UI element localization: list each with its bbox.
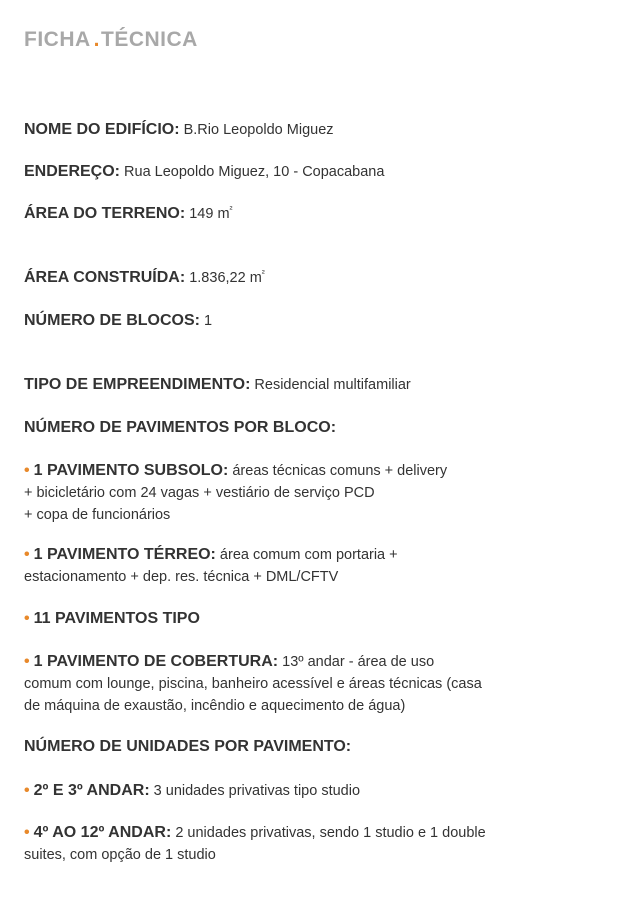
field-label: ENDEREÇO:	[24, 163, 121, 180]
bullet-icon: •	[24, 824, 30, 841]
field-value: 1	[204, 313, 213, 329]
field-area-construida	[24, 267, 584, 289]
item-text: + bicicletário com 24 vagas + vestiário de serviço PCD	[24, 485, 375, 501]
pavimento-item	[24, 544, 584, 588]
field-label: ÁREA DO TERRENO:	[24, 205, 186, 222]
item-text: + copa de funcionários	[24, 507, 171, 523]
unidade-item	[24, 780, 584, 802]
title-dot: .	[93, 28, 101, 51]
field-label: TIPO DE EMPREENDIMENTO:	[24, 376, 251, 393]
bullet-icon: •	[24, 462, 30, 479]
item-text: de máquina de exaustão, incêndio e aquecimento de água)	[24, 698, 406, 714]
item-label: 11 PAVIMENTOS TIPO	[33, 610, 200, 627]
pavimento-item	[24, 608, 584, 630]
pavimentos-heading	[24, 417, 584, 439]
section-heading: NÚMERO DE UNIDADES POR PAVIMENTO:	[24, 738, 352, 755]
pavimento-item	[24, 460, 584, 526]
field-area-terreno	[24, 203, 584, 225]
title-left: FICHA	[24, 28, 91, 51]
field-value: 1.836,22 m	[189, 270, 262, 286]
section-heading: NÚMERO DE PAVIMENTOS POR BLOCO:	[24, 419, 337, 436]
field-value: Rua Leopoldo Miguez, 10 - Copacabana	[124, 164, 385, 180]
field-nome	[24, 119, 584, 141]
item-label: 1 PAVIMENTO TÉRREO:	[33, 546, 216, 563]
page-title	[24, 28, 198, 52]
field-value: B.Rio Leopoldo Miguez	[183, 122, 334, 138]
unidades-heading	[24, 736, 584, 758]
item-label: 1 PAVIMENTO DE COBERTURA:	[33, 653, 279, 670]
item-text: comum com lounge, piscina, banheiro acessível e áreas técnicas (casa	[24, 676, 482, 692]
item-label: 2º E 3º ANDAR:	[33, 782, 150, 799]
unidade-item	[24, 822, 584, 866]
item-text: suites, com opção de 1 studio	[24, 847, 216, 863]
item-text: área comum com portaria +	[219, 547, 398, 563]
bullet-icon: •	[24, 546, 30, 563]
item-text: 13º andar - área de uso	[282, 654, 435, 670]
item-text: áreas técnicas comuns + delivery	[232, 463, 448, 479]
title-right: TÉCNICA	[101, 28, 198, 51]
item-label: 1 PAVIMENTO SUBSOLO:	[33, 462, 229, 479]
pavimento-item	[24, 651, 584, 717]
bullet-icon: •	[24, 610, 30, 627]
field-label: ÁREA CONSTRUÍDA:	[24, 269, 186, 286]
item-text: estacionamento + dep. res. técnica + DML/CFTV	[24, 569, 339, 585]
item-text: 3 unidades privativas tipo studio	[153, 783, 361, 799]
field-blocos	[24, 310, 584, 332]
bullet-icon: •	[24, 782, 30, 799]
bullet-icon: •	[24, 653, 30, 670]
field-endereco	[24, 161, 584, 183]
unit-superscript: ²	[229, 204, 233, 214]
field-tipo	[24, 374, 584, 396]
item-label: 4º AO 12º ANDAR:	[33, 824, 172, 841]
field-label: NÚMERO DE BLOCOS:	[24, 312, 200, 329]
field-value: 149 m	[189, 206, 230, 222]
field-label: NOME DO EDIFÍCIO:	[24, 121, 180, 138]
unit-superscript: ²	[261, 268, 265, 278]
field-value: Residencial multifamiliar	[254, 377, 411, 393]
item-text: 2 unidades privativas, sendo 1 studio e 1 double	[175, 825, 486, 841]
